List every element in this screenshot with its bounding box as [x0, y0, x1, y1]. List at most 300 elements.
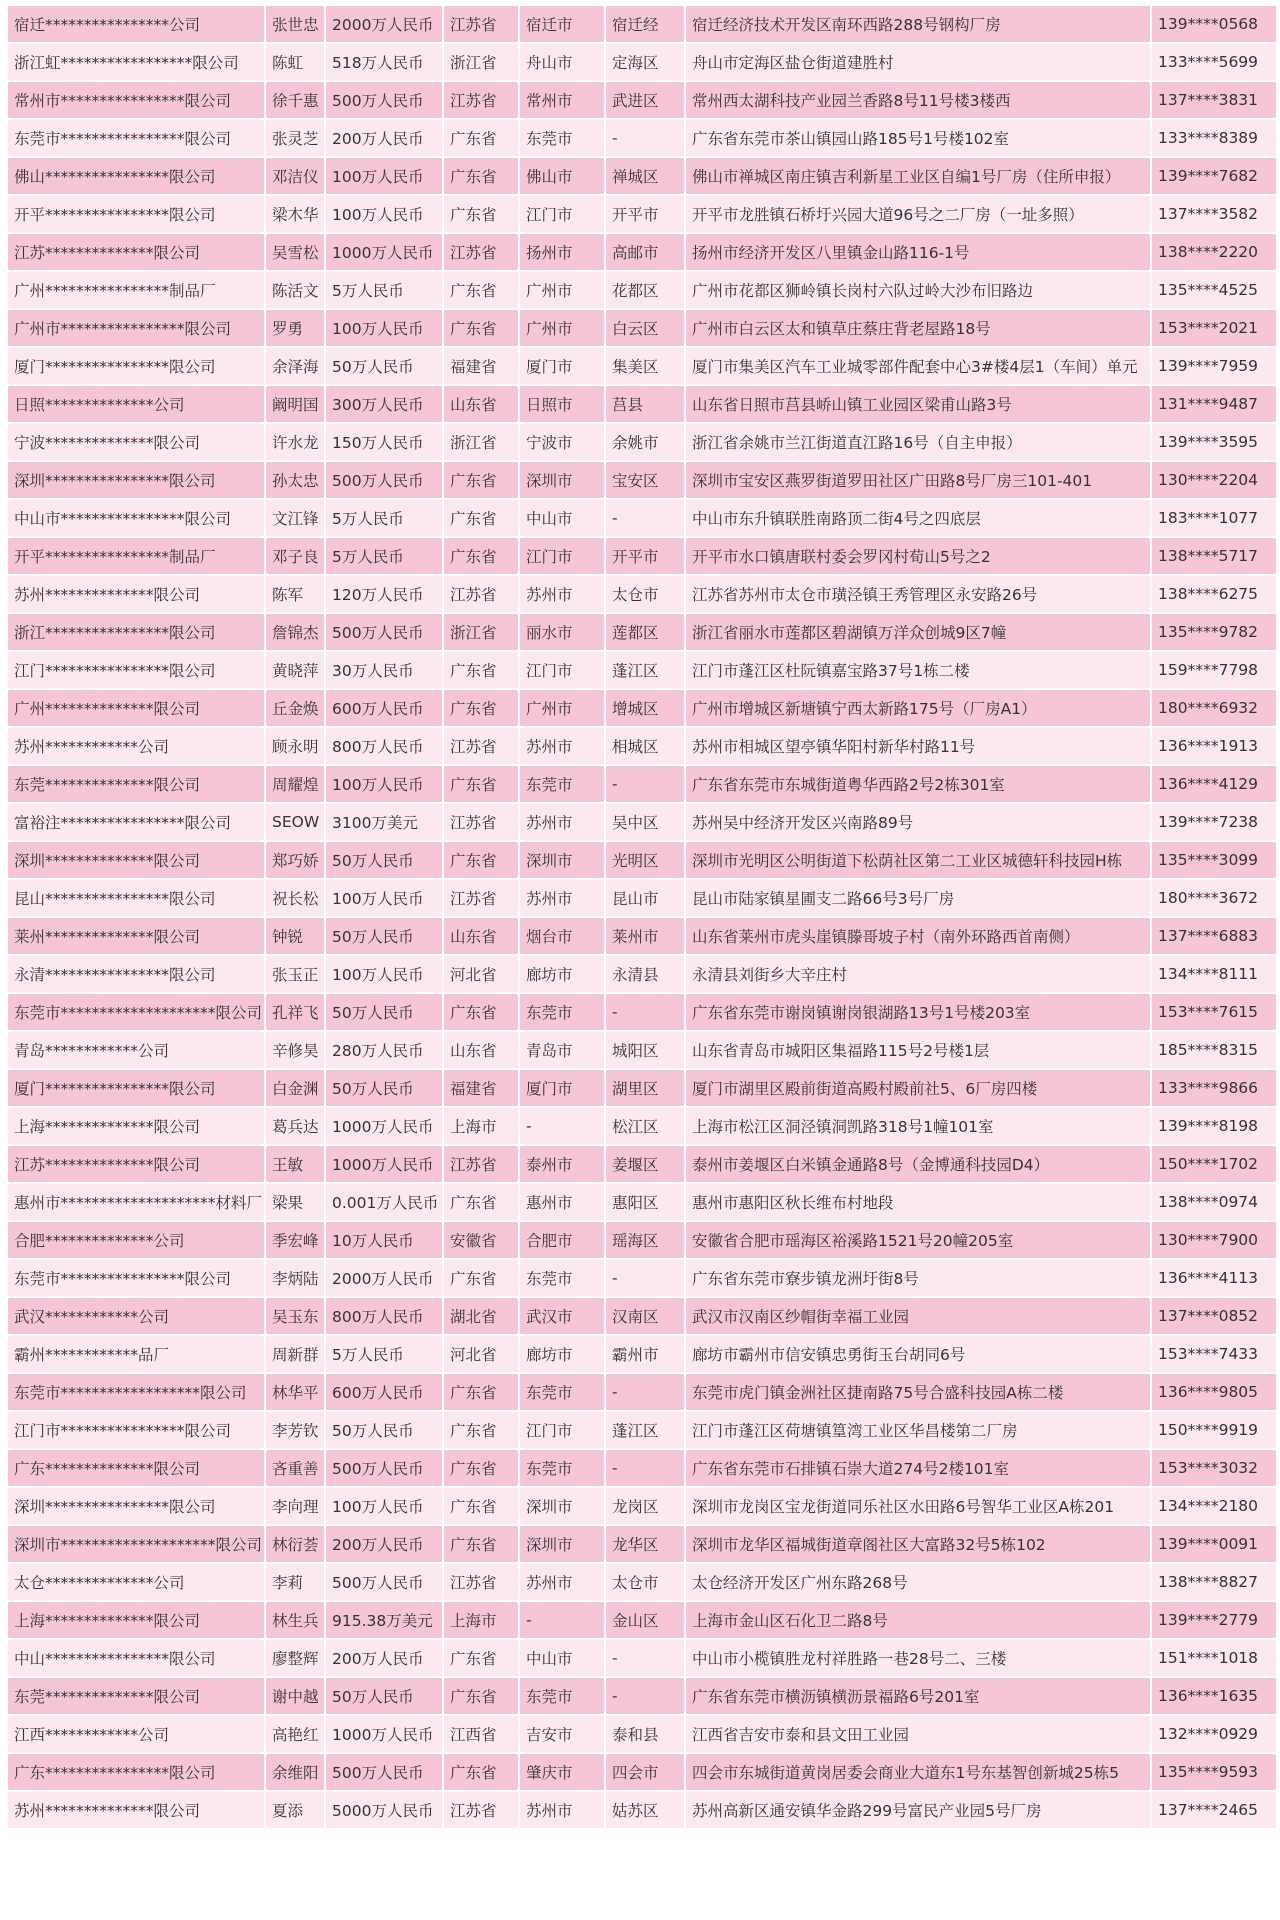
company-name-cell: 合肥**************公司 [8, 1222, 264, 1258]
table-row[interactable] [8, 1564, 1276, 1600]
city-cell: 深圳市 [520, 1526, 604, 1562]
city-cell: 东莞市 [520, 1260, 604, 1296]
registered-capital-cell: 1000万人民币 [326, 1716, 442, 1752]
company-name-cell: 江西************公司 [8, 1716, 264, 1752]
phone-cell: 185****8315 [1152, 1032, 1276, 1068]
company-name-cell: 东莞市****************限公司 [8, 1260, 264, 1296]
company-name-cell: 昆山****************限公司 [8, 880, 264, 916]
registered-capital-cell: 100万人民币 [326, 1488, 442, 1524]
province-cell: 广东省 [444, 1526, 518, 1562]
province-cell: 江苏省 [444, 728, 518, 764]
address-cell: 深圳市龙岗区宝龙街道同乐社区水田路6号智华工业区A栋201 [686, 1488, 1150, 1524]
phone-cell: 135****3099 [1152, 842, 1276, 878]
city-cell: 宿迁市 [520, 6, 604, 42]
table-row[interactable] [8, 842, 1276, 878]
registered-capital-cell: 5万人民币 [326, 272, 442, 308]
registered-capital-cell: 200万人民币 [326, 120, 442, 156]
phone-cell: 133****9866 [1152, 1070, 1276, 1106]
registered-capital-cell: 800万人民币 [326, 728, 442, 764]
address-cell: 浙江省丽水市莲都区碧湖镇万洋众创城9区7幢 [686, 614, 1150, 650]
city-cell: 东莞市 [520, 994, 604, 1030]
table-row[interactable] [8, 82, 1276, 118]
company-name-cell: 苏州**************限公司 [8, 576, 264, 612]
table-row[interactable] [8, 1412, 1276, 1448]
province-cell: 浙江省 [444, 614, 518, 650]
phone-cell: 132****0929 [1152, 1716, 1276, 1752]
district-cell: 莲都区 [606, 614, 684, 650]
legal-representative-cell: 邓洁仪 [266, 158, 324, 194]
company-name-cell: 东莞**************限公司 [8, 1678, 264, 1714]
city-cell: 东莞市 [520, 120, 604, 156]
phone-cell: 139****7959 [1152, 348, 1276, 384]
legal-representative-cell: 文江锋 [266, 500, 324, 536]
province-cell: 江苏省 [444, 234, 518, 270]
district-cell: 宝安区 [606, 462, 684, 498]
address-cell: 广东省东莞市东城街道粤华西路2号2栋301室 [686, 766, 1150, 802]
table-row[interactable] [8, 652, 1276, 688]
district-cell: 湖里区 [606, 1070, 684, 1106]
table-row[interactable] [8, 690, 1276, 726]
phone-cell: 183****1077 [1152, 500, 1276, 536]
district-cell: - [606, 1260, 684, 1296]
registered-capital-cell: 30万人民币 [326, 652, 442, 688]
legal-representative-cell: 林生兵 [266, 1602, 324, 1638]
table-row[interactable] [8, 462, 1276, 498]
district-cell: 姑苏区 [606, 1792, 684, 1828]
legal-representative-cell: 钟锐 [266, 918, 324, 954]
legal-representative-cell: 陈军 [266, 576, 324, 612]
table-row[interactable] [8, 1450, 1276, 1486]
province-cell: 江苏省 [444, 1792, 518, 1828]
legal-representative-cell: 谢中越 [266, 1678, 324, 1714]
address-cell: 开平市水口镇唐联村委会罗冈村荀山5号之2 [686, 538, 1150, 574]
city-cell: 江门市 [520, 1412, 604, 1448]
phone-cell: 153****7433 [1152, 1336, 1276, 1372]
address-cell: 深圳市宝安区燕罗街道罗田社区广田路8号厂房三101-401 [686, 462, 1150, 498]
city-cell: 江门市 [520, 538, 604, 574]
table-row[interactable] [8, 386, 1276, 422]
city-cell: 肇庆市 [520, 1754, 604, 1790]
registered-capital-cell: 915.38万美元 [326, 1602, 442, 1638]
company-name-cell: 佛山****************限公司 [8, 158, 264, 194]
phone-cell: 153****3032 [1152, 1450, 1276, 1486]
phone-cell: 153****2021 [1152, 310, 1276, 346]
address-cell: 常州西太湖科技产业园兰香路8号11号楼3楼西 [686, 82, 1150, 118]
registered-capital-cell: 300万人民币 [326, 386, 442, 422]
legal-representative-cell: 高艳红 [266, 1716, 324, 1752]
legal-representative-cell: 陈活文 [266, 272, 324, 308]
city-cell: 苏州市 [520, 880, 604, 916]
legal-representative-cell: 葛兵达 [266, 1108, 324, 1144]
company-name-cell: 浙江虹*****************限公司 [8, 44, 264, 80]
province-cell: 广东省 [444, 1450, 518, 1486]
registered-capital-cell: 500万人民币 [326, 1564, 442, 1600]
legal-representative-cell: 许水龙 [266, 424, 324, 460]
legal-representative-cell: 梁木华 [266, 196, 324, 232]
registered-capital-cell: 600万人民币 [326, 1374, 442, 1410]
table-row[interactable] [8, 804, 1276, 840]
company-name-cell: 广州**************限公司 [8, 690, 264, 726]
phone-cell: 150****1702 [1152, 1146, 1276, 1182]
district-cell: 太仓市 [606, 576, 684, 612]
registered-capital-cell: 2000万人民币 [326, 1260, 442, 1296]
address-cell: 深圳市光明区公明街道下松荫社区第二工业区城德轩科技园H栋 [686, 842, 1150, 878]
address-cell: 昆山市陆家镇星圃支二路66号3号厂房 [686, 880, 1150, 916]
registered-capital-cell: 500万人民币 [326, 614, 442, 650]
legal-representative-cell: 邓子良 [266, 538, 324, 574]
phone-cell: 153****7615 [1152, 994, 1276, 1030]
legal-representative-cell: 祝长松 [266, 880, 324, 916]
table-row[interactable] [8, 1146, 1276, 1182]
company-name-cell: 深圳****************限公司 [8, 1488, 264, 1524]
phone-cell: 139****8198 [1152, 1108, 1276, 1144]
table-row[interactable] [8, 1184, 1276, 1220]
legal-representative-cell: 丘金焕 [266, 690, 324, 726]
table-row[interactable] [8, 1260, 1276, 1296]
province-cell: 江苏省 [444, 880, 518, 916]
company-name-cell: 广东****************限公司 [8, 1754, 264, 1790]
company-name-cell: 中山****************限公司 [8, 1640, 264, 1676]
address-cell: 广东省东莞市谢岗镇谢岗银湖路13号1号楼203室 [686, 994, 1150, 1030]
district-cell: 惠阳区 [606, 1184, 684, 1220]
registered-capital-cell: 280万人民币 [326, 1032, 442, 1068]
district-cell: 开平市 [606, 538, 684, 574]
legal-representative-cell: 黄晓萍 [266, 652, 324, 688]
district-cell: 相城区 [606, 728, 684, 764]
table-row[interactable] [8, 1792, 1276, 1828]
legal-representative-cell: 梁果 [266, 1184, 324, 1220]
address-cell: 苏州高新区通安镇华金路299号富民产业园5号厂房 [686, 1792, 1150, 1828]
address-cell: 太仓经济开发区广州东路268号 [686, 1564, 1150, 1600]
registered-capital-cell: 500万人民币 [326, 82, 442, 118]
province-cell: 广东省 [444, 310, 518, 346]
table-row[interactable] [8, 1374, 1276, 1410]
city-cell: 中山市 [520, 500, 604, 536]
table-row[interactable] [8, 1108, 1276, 1144]
city-cell: 烟台市 [520, 918, 604, 954]
legal-representative-cell: 李莉 [266, 1564, 324, 1600]
table-row[interactable] [8, 538, 1276, 574]
province-cell: 山东省 [444, 918, 518, 954]
province-cell: 山东省 [444, 386, 518, 422]
province-cell: 广东省 [444, 994, 518, 1030]
legal-representative-cell: 余维阳 [266, 1754, 324, 1790]
city-cell: 东莞市 [520, 1450, 604, 1486]
district-cell: - [606, 1640, 684, 1676]
province-cell: 广东省 [444, 1374, 518, 1410]
city-cell: 苏州市 [520, 576, 604, 612]
company-name-cell: 江门****************限公司 [8, 652, 264, 688]
city-cell: 江门市 [520, 652, 604, 688]
table-row[interactable] [8, 994, 1276, 1030]
province-cell: 江苏省 [444, 1146, 518, 1182]
table-row[interactable] [8, 1298, 1276, 1334]
table-row[interactable] [8, 956, 1276, 992]
company-name-cell: 青岛************公司 [8, 1032, 264, 1068]
table-row[interactable] [8, 500, 1276, 536]
phone-cell: 139****0568 [1152, 6, 1276, 42]
city-cell: 泰州市 [520, 1146, 604, 1182]
company-name-cell: 江苏**************限公司 [8, 1146, 264, 1182]
district-cell: - [606, 120, 684, 156]
legal-representative-cell: 廖整辉 [266, 1640, 324, 1676]
company-table [6, 4, 1278, 1830]
company-name-cell: 开平****************限公司 [8, 196, 264, 232]
address-cell: 山东省日照市莒县峤山镇工业园区梁甫山路3号 [686, 386, 1150, 422]
phone-cell: 138****5717 [1152, 538, 1276, 574]
company-name-cell: 莱州**************限公司 [8, 918, 264, 954]
table-row[interactable] [8, 1070, 1276, 1106]
legal-representative-cell: 林衍荟 [266, 1526, 324, 1562]
address-cell: 山东省青岛市城阳区集福路115号2号楼1层 [686, 1032, 1150, 1068]
district-cell: 蓬江区 [606, 652, 684, 688]
address-cell: 廊坊市霸州市信安镇忠勇街玉台胡同6号 [686, 1336, 1150, 1372]
address-cell: 江门市蓬江区杜阮镇嘉宝路37号1栋二楼 [686, 652, 1150, 688]
registered-capital-cell: 500万人民币 [326, 1754, 442, 1790]
table-row[interactable] [8, 1488, 1276, 1524]
district-cell: 汉南区 [606, 1298, 684, 1334]
company-name-cell: 浙江****************限公司 [8, 614, 264, 650]
legal-representative-cell: 李芳钦 [266, 1412, 324, 1448]
phone-cell: 130****7900 [1152, 1222, 1276, 1258]
registered-capital-cell: 5万人民币 [326, 538, 442, 574]
company-name-cell: 苏州**************限公司 [8, 1792, 264, 1828]
table-row[interactable] [8, 120, 1276, 156]
address-cell: 宿迁经济技术开发区南环西路288号钢构厂房 [686, 6, 1150, 42]
district-cell: 武进区 [606, 82, 684, 118]
address-cell: 中山市东升镇联胜南路顶二街4号之四底层 [686, 500, 1150, 536]
registered-capital-cell: 100万人民币 [326, 956, 442, 992]
table-row[interactable] [8, 44, 1276, 80]
phone-cell: 139****3595 [1152, 424, 1276, 460]
phone-cell: 139****7238 [1152, 804, 1276, 840]
legal-representative-cell: 周新群 [266, 1336, 324, 1372]
address-cell: 江门市蓬江区荷塘镇篁湾工业区华昌楼第二厂房 [686, 1412, 1150, 1448]
legal-representative-cell: 张灵芝 [266, 120, 324, 156]
city-cell: 苏州市 [520, 728, 604, 764]
phone-cell: 139****2779 [1152, 1602, 1276, 1638]
district-cell: 白云区 [606, 310, 684, 346]
phone-cell: 133****8389 [1152, 120, 1276, 156]
phone-cell: 137****3831 [1152, 82, 1276, 118]
table-row[interactable] [8, 6, 1276, 42]
province-cell: 广东省 [444, 1754, 518, 1790]
registered-capital-cell: 0.001万人民币 [326, 1184, 442, 1220]
registered-capital-cell: 200万人民币 [326, 1526, 442, 1562]
registered-capital-cell: 100万人民币 [326, 158, 442, 194]
address-cell: 惠州市惠阳区秋长维布村地段 [686, 1184, 1150, 1220]
phone-cell: 135****9593 [1152, 1754, 1276, 1790]
address-cell: 厦门市集美区汽车工业城零部件配套中心3#楼4层1（车间）单元 [686, 348, 1150, 384]
phone-cell: 138****6275 [1152, 576, 1276, 612]
province-cell: 广东省 [444, 1412, 518, 1448]
table-row[interactable] [8, 234, 1276, 270]
table-row[interactable] [8, 1754, 1276, 1790]
district-cell: 莱州市 [606, 918, 684, 954]
address-cell: 武汉市汉南区纱帽街幸福工业园 [686, 1298, 1150, 1334]
phone-cell: 180****6932 [1152, 690, 1276, 726]
phone-cell: 138****8827 [1152, 1564, 1276, 1600]
phone-cell: 137****6883 [1152, 918, 1276, 954]
company-name-cell: 宁波**************限公司 [8, 424, 264, 460]
province-cell: 福建省 [444, 348, 518, 384]
city-cell: 佛山市 [520, 158, 604, 194]
table-row[interactable] [8, 728, 1276, 764]
address-cell: 四会市东城街道黄岗居委会商业大道东1号东基智创新城25栋5 [686, 1754, 1150, 1790]
city-cell: 日照市 [520, 386, 604, 422]
district-cell: 龙华区 [606, 1526, 684, 1562]
phone-cell: 137****2465 [1152, 1792, 1276, 1828]
table-row[interactable] [8, 614, 1276, 650]
company-name-cell: 霸州************品厂 [8, 1336, 264, 1372]
registered-capital-cell: 3100万美元 [326, 804, 442, 840]
company-name-cell: 宿迁****************公司 [8, 6, 264, 42]
registered-capital-cell: 518万人民币 [326, 44, 442, 80]
phone-cell: 136****9805 [1152, 1374, 1276, 1410]
company-name-cell: 上海**************限公司 [8, 1602, 264, 1638]
address-cell: 永清县刘街乡大辛庄村 [686, 956, 1150, 992]
address-cell: 广州市花都区狮岭镇长岗村六队过岭大沙布旧路边 [686, 272, 1150, 308]
district-cell: 昆山市 [606, 880, 684, 916]
province-cell: 浙江省 [444, 424, 518, 460]
table-row[interactable] [8, 766, 1276, 802]
phone-cell: 136****1635 [1152, 1678, 1276, 1714]
city-cell: 武汉市 [520, 1298, 604, 1334]
company-name-cell: 广州市****************限公司 [8, 310, 264, 346]
province-cell: 上海市 [444, 1108, 518, 1144]
district-cell: 吴中区 [606, 804, 684, 840]
legal-representative-cell: 王敏 [266, 1146, 324, 1182]
table-row[interactable] [8, 272, 1276, 308]
table-row[interactable] [8, 1640, 1276, 1676]
address-cell: 广东省东莞市石排镇石崇大道274号2楼101室 [686, 1450, 1150, 1486]
province-cell: 广东省 [444, 158, 518, 194]
district-cell: 花都区 [606, 272, 684, 308]
district-cell: - [606, 1450, 684, 1486]
city-cell: 舟山市 [520, 44, 604, 80]
registered-capital-cell: 50万人民币 [326, 1412, 442, 1448]
table-row[interactable] [8, 1336, 1276, 1372]
district-cell: 霸州市 [606, 1336, 684, 1372]
province-cell: 广东省 [444, 272, 518, 308]
phone-cell: 137****0852 [1152, 1298, 1276, 1334]
table-row[interactable] [8, 1716, 1276, 1752]
address-cell: 广东省东莞市横沥镇横沥景福路6号201室 [686, 1678, 1150, 1714]
registered-capital-cell: 150万人民币 [326, 424, 442, 460]
phone-cell: 135****4525 [1152, 272, 1276, 308]
city-cell: 廊坊市 [520, 956, 604, 992]
address-cell: 苏州吴中经济开发区兴南路89号 [686, 804, 1150, 840]
registered-capital-cell: 100万人民币 [326, 766, 442, 802]
province-cell: 江苏省 [444, 804, 518, 840]
company-name-cell: 中山市****************限公司 [8, 500, 264, 536]
address-cell: 扬州市经济开发区八里镇金山路116-1号 [686, 234, 1150, 270]
province-cell: 广东省 [444, 120, 518, 156]
city-cell: 东莞市 [520, 1678, 604, 1714]
legal-representative-cell: 张玉正 [266, 956, 324, 992]
city-cell: 广州市 [520, 690, 604, 726]
legal-representative-cell: 林华平 [266, 1374, 324, 1410]
district-cell: 城阳区 [606, 1032, 684, 1068]
province-cell: 江苏省 [444, 6, 518, 42]
table-body [8, 6, 1276, 1828]
registered-capital-cell: 120万人民币 [326, 576, 442, 612]
company-name-cell: 东莞市****************限公司 [8, 120, 264, 156]
company-name-cell: 深圳****************限公司 [8, 462, 264, 498]
table-row[interactable] [8, 424, 1276, 460]
phone-cell: 136****1913 [1152, 728, 1276, 764]
registered-capital-cell: 200万人民币 [326, 1640, 442, 1676]
registered-capital-cell: 100万人民币 [326, 196, 442, 232]
address-cell: 佛山市禅城区南庄镇吉利新星工业区自编1号厂房（住所申报） [686, 158, 1150, 194]
legal-representative-cell: 郑巧娇 [266, 842, 324, 878]
table-row[interactable] [8, 880, 1276, 916]
province-cell: 安徽省 [444, 1222, 518, 1258]
legal-representative-cell: 周耀煌 [266, 766, 324, 802]
table-row[interactable] [8, 1032, 1276, 1068]
table-row[interactable] [8, 196, 1276, 232]
company-name-cell: 苏州************公司 [8, 728, 264, 764]
legal-representative-cell: 罗勇 [266, 310, 324, 346]
table-row[interactable] [8, 348, 1276, 384]
address-cell: 广州市白云区太和镇草庄蔡庄背老屋路18号 [686, 310, 1150, 346]
company-name-cell: 广东**************限公司 [8, 1450, 264, 1486]
table-row[interactable] [8, 158, 1276, 194]
table-row[interactable] [8, 1222, 1276, 1258]
city-cell: 厦门市 [520, 348, 604, 384]
city-cell: 合肥市 [520, 1222, 604, 1258]
registered-capital-cell: 800万人民币 [326, 1298, 442, 1334]
registered-capital-cell: 100万人民币 [326, 880, 442, 916]
company-name-cell: 永清****************限公司 [8, 956, 264, 992]
table-row[interactable] [8, 1526, 1276, 1562]
legal-representative-cell: 詹锦杰 [266, 614, 324, 650]
table-row[interactable] [8, 1602, 1276, 1638]
table-row[interactable] [8, 576, 1276, 612]
city-cell: 广州市 [520, 310, 604, 346]
province-cell: 湖北省 [444, 1298, 518, 1334]
phone-cell: 139****0091 [1152, 1526, 1276, 1562]
city-cell: 江门市 [520, 196, 604, 232]
legal-representative-cell: 张世忠 [266, 6, 324, 42]
registered-capital-cell: 2000万人民币 [326, 6, 442, 42]
registered-capital-cell: 50万人民币 [326, 918, 442, 954]
company-name-cell: 深圳市********************限公司 [8, 1526, 264, 1562]
address-cell: 上海市金山区石化卫二路8号 [686, 1602, 1150, 1638]
company-name-cell: 江门市****************限公司 [8, 1412, 264, 1448]
province-cell: 广东省 [444, 1184, 518, 1220]
company-name-cell: 富裕注****************限公司 [8, 804, 264, 840]
legal-representative-cell: 白金渊 [266, 1070, 324, 1106]
district-cell: 高邮市 [606, 234, 684, 270]
city-cell: 苏州市 [520, 1792, 604, 1828]
company-name-cell: 开平****************制品厂 [8, 538, 264, 574]
province-cell: 广东省 [444, 766, 518, 802]
table-row[interactable] [8, 310, 1276, 346]
district-cell: 余姚市 [606, 424, 684, 460]
company-name-cell: 东莞市******************限公司 [8, 1374, 264, 1410]
city-cell: 苏州市 [520, 804, 604, 840]
table-row[interactable] [8, 918, 1276, 954]
province-cell: 江苏省 [444, 1564, 518, 1600]
province-cell: 江苏省 [444, 82, 518, 118]
city-cell: 苏州市 [520, 1564, 604, 1600]
district-cell: - [606, 1374, 684, 1410]
registered-capital-cell: 100万人民币 [326, 310, 442, 346]
address-cell: 中山市小榄镇胜龙村祥胜路一巷28号二、三楼 [686, 1640, 1150, 1676]
table-row[interactable] [8, 1678, 1276, 1714]
phone-cell: 136****4113 [1152, 1260, 1276, 1296]
